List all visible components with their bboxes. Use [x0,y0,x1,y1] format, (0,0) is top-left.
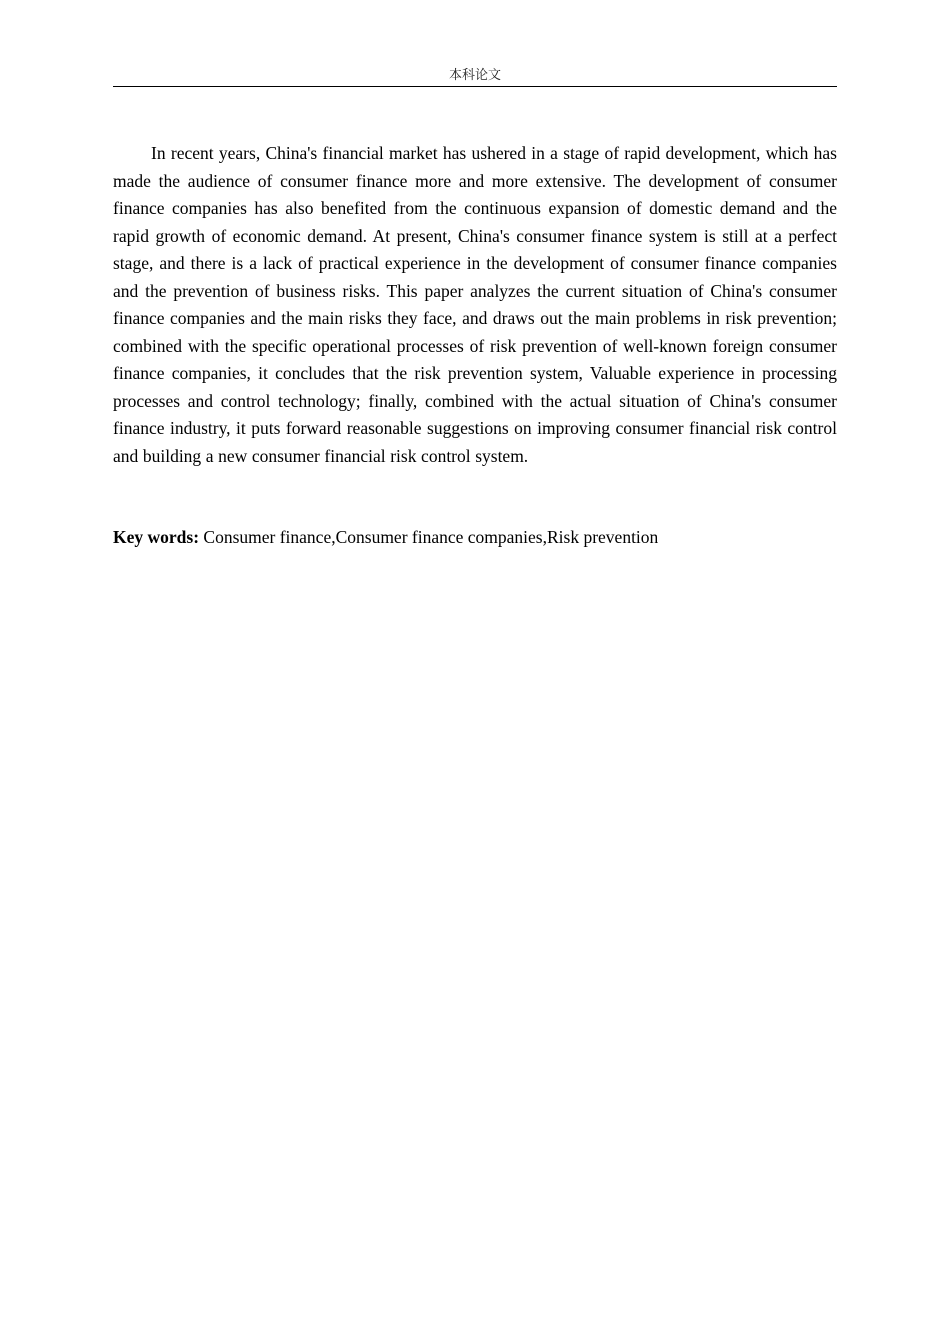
keywords-line [113,524,837,552]
running-header: 本科论文 [113,66,837,87]
keywords-label: Key words: [113,527,200,547]
abstract-paragraph: In recent years, China's financial market has ushered in a stage of rapid development, which has made the audience of consumer finance more and more extensive. The development of consumer finance companies has also benefited from the continuous expansion of domestic demand and the rapid growth of economic demand. At present, China's consumer finance system is still at a perfect stage, and there is a lack of practical experience in the development of consumer finance companies and the prevention of business risks. This paper analyzes the current situation of China's consumer finance companies and the main risks they face, and draws out the main problems in risk prevention; combined with the specific operational processes of risk prevention of well-known foreign consumer finance companies, it concludes that the risk prevention system, Valuable experience in processing processes and control technology; finally, combined with the actual situation of China's consumer finance industry, it puts forward reasonable suggestions on improving consumer financial risk control and building a new consumer financial risk control system. [113,143,837,466]
keywords-text: Consumer finance,Consumer finance companies,Risk prevention [199,527,659,547]
